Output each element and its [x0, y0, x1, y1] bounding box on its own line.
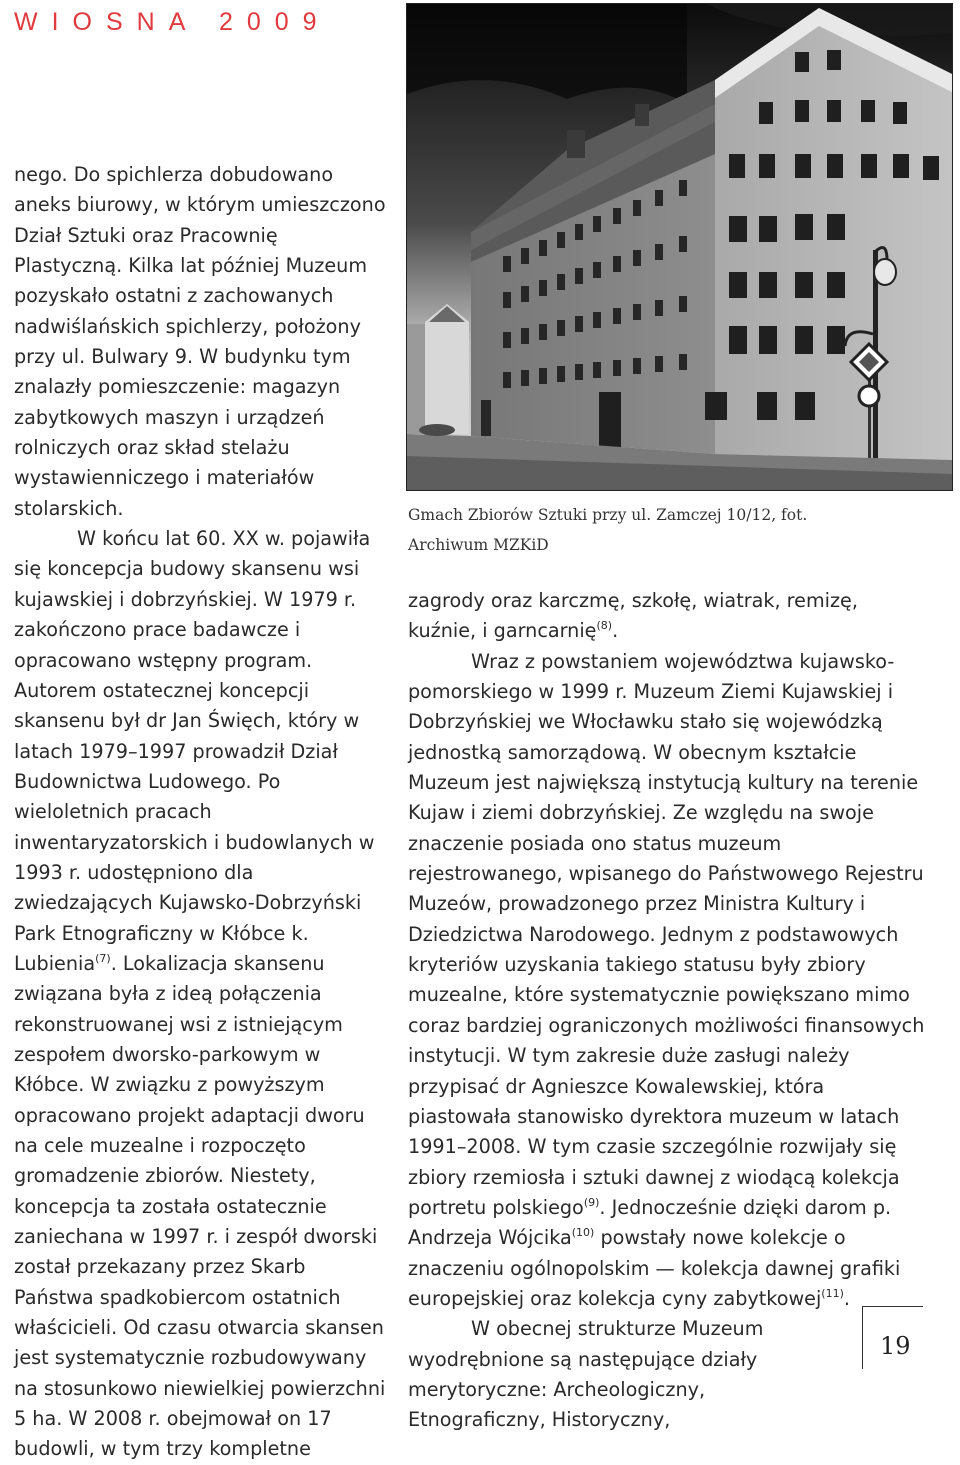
footnote-ref: (10) [571, 1226, 595, 1240]
paragraph: W obecnej strukturze Muzeum wyodrębnione są następujące działy merytoryczne: Archeologiczny, Etnograficzny, Historyczny, [408, 1317, 764, 1432]
paragraph: nego. Do spichlerza dobudowano aneks biurowy, w którym umieszczono Dział Sztuki oraz Pracownię Plastyczną. Kilka lat później Muzeum pozyskało ostatni z zachowanych nadwiślańskich spichlerzy, położony przy ul. Bulwary 9. W budynku tym znalazły pomieszczenie: magazyn zabytkowych maszyn i urządzeń rolniczych oraz skład stelażu wystawienniczego i materiałów stolarskich. [14, 163, 386, 520]
photo-caption [408, 500, 928, 560]
footnote-ref: (8) [596, 619, 613, 633]
footnote-ref: (11) [821, 1286, 844, 1300]
running-header: WIOSNA 2009 [14, 8, 331, 36]
caption-line: Archiwum MZKiD [408, 536, 549, 554]
footnote-ref: (9) [583, 1195, 600, 1209]
paragraph: W końcu lat 60. XX w. pojawiła się koncepcja budowy skansenu wsi kujawskiej i dobrzyńskiej. W 1979 r. zakończono prace badawcze i opracowano wstępny program. Autorem ostatecznej koncepcji skansenu był dr Jan Święch, który w latach 1979–1997 prowadził Dział Budownictwa Ludowego. Po wieloletnich pracach inwentaryzatorskich i budowlanych w 1993 r. udostępniono dla zwiedzających Kujawsko-Dobrzyński Park Etnograficzny w Kłóbce k. Lubienia$^{(7)}$. Lokalizacja skansenu związana była z ideą połączenia rekonstruowanej wsi z istniejącym zespołem dworsko-parkowym w Kłóbce. W związku z powyższym opracowano projekt adaptacji dworu na cele muzealne i rozpoczęto gromadzenie zbiorów. Niestety, koncepcja ta została ostatecznie zaniechana w 1997 r. i zespół dworski został przekazany przez Skarb Państwa spadkobiercom ostatnich właścicieli. Od czasu otwarcia skansen jest systematycznie rozbudowywany na stosunkowo niewielkiej powierzchni 5 ha. W 2008 r. obejmował on 17 budowli, w tym trzy kompletne [14, 527, 386, 1461]
footnote-ref: (7) [95, 951, 111, 965]
paragraph: Wraz z powstaniem województwa kujawsko-pomorskiego w 1999 r. Muzeum Ziemi Kujawskiej i Dobrzyńskiej we Włocławku stało się wojewódzką jednostką samorządową. W obecnym kształcie Muzeum jest największą instytucją kultury na terenie Kujaw i ziemi dobrzyńskiej. Ze względu na swoje znaczenie posiada ono status muzeum rejestrowanego, wpisanego do Państwowego Rejestru Muzeów, prowadzonego przez Ministra Kultury i Dziedzictwa Narodowego. Jednym z podstawowych kryteriów uzyskania takiego statusu były zbiory muzealne, które systematycznie powiększano mimo coraz bardziej ograniczonych możliwości finansowych instytucji. W tym zakresie duże zasługi należy przypisać dr Agnieszce Kowalewskiej, która piastowała stanowisko dyrektora muzeum w latach 1991–2008. W tym czasie szczególnie rozwijały się zbiory rzemiosła i sztuki dawnej z wiodącą kolekcja portretu polskiego$^{(9)}$. Jednocześnie dzięki darom p. Andrzeja Wójcika$^{(10)}$ powstały nowe kolekcje o znaczeniu ogólnopolskim — kolekcja dawnej grafiki europejskiej oraz kolekcja cyny zabytkowej$^{(11)}$. [408, 649, 925, 1310]
page-number: 19 [880, 1332, 911, 1360]
left-text-column [14, 160, 386, 1465]
paragraph: zagrody oraz karczmę, szkołę, wiatrak, remizę, kuźnie, i garncarnię$^{(8)}$. [408, 589, 858, 643]
caption-line: Gmach Zbiorów Sztuki przy ul. Zamczej 10/12, fot. [408, 506, 808, 524]
right-text-column [408, 586, 928, 1436]
building-photo [406, 3, 953, 491]
